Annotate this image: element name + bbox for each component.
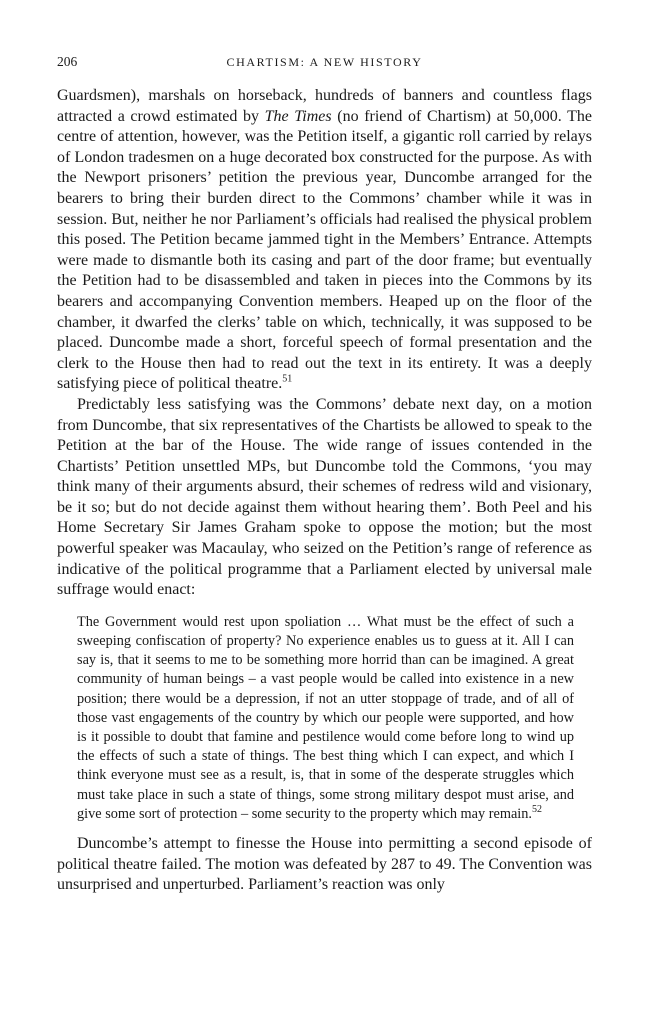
quote-body: The Government would rest upon spoliation … What must be the effect of such a sweeping confiscation of property? No experience enables us to guess at it. All I can say is, that it seems to me to be something more horrid than can be imagined. A great community of human beings – a vast people would be called into existence in a new position; there would be a depression, if not an utter stoppage of trade, and of all of those vast engagements of the country by which our people were supported, and how is it possible to doubt that famine and pestilence would come before long to wind up the effects of such a state of things. The best thing which I can expect, and which I think everyone must see as a result, is, that in some of the desperate struggles which must take place in such a state of things, some strong military despot must arise, and give some sort of protection – some security to the property which may remain. — [77, 613, 574, 822]
book-page — [57, 52, 592, 896]
paragraph-1-text-start: Guardsmen), marshals on horseback, hundreds of banners and countless flags attracted a crowd estimated by — [57, 87, 592, 125]
paragraph-3: Duncombe’s attempt to finesse the House into permitting a second episode of political theatre failed. The motion was defeated by 287 to 49. The Convention was unsurprised and unperturbed. Parliament’s reaction was only — [57, 835, 592, 894]
block-quote — [77, 613, 574, 824]
newspaper-title: The Times — [264, 107, 332, 125]
paragraph-2: Predictably less satisfying was the Commons’ debate next day, on a motion from Duncombe, that six representatives of the Chartists be allowed to speak to the Petition at the bar of the House. The wide range of issues contended in the Chartists’ Petition unsettled MPs, but Duncombe told the Commons, ‘you may think many of their arguments absurd, their schemes of redress wild and visionary, be it so; but do not decide against them without hearing them’. Both Peel and his Home Secretary Sir James Graham spoke to oppose the motion; but the most powerful speaker was Macaulay, who seized on the Petition’s range of reference as indicative of the political programme that a Parliament elected by universal male suffrage would enact: — [57, 395, 592, 599]
block-quote-text — [77, 613, 574, 824]
footnote-ref-51: 51 — [282, 373, 293, 385]
body-text — [57, 86, 592, 896]
footnote-ref-52: 52 — [532, 804, 543, 816]
running-head — [57, 52, 592, 72]
paragraph-1-text-end: (no friend of Chartism) at 50,000. The centre of attention, however, was the Petition itself, a gigantic roll carried by relays of London tradesmen on a huge decorated box constructed for the purpose. As with the Newport prisoners’ petition the previous year, Duncombe arranged for the bearers to bring their burden direct to the Commons’ chamber while it was in session. But, neither he nor Parliament’s officials had realised the physical problem this posed. The Petition became jammed tight in the Members’ Entrance. Attempts were made to dismantle both its casing and part of the door frame; but eventually the Petition had to be disassembled and taken in pieces into the Commons by its bearers and accompanying Convention members. Heaped up on the floor of the chamber, it dwarfed the clerks’ table on which, technically, it was supposed to be placed. Duncombe made a short, forceful speech of formal presentation and the clerk to the House then had to read out the text in its entirety. It was a deeply satisfying piece of political theatre. — [57, 107, 593, 393]
page-number: 206 — [57, 54, 78, 69]
paragraph-1 — [57, 86, 592, 395]
running-title: CHARTISM: A NEW HISTORY — [226, 55, 423, 69]
